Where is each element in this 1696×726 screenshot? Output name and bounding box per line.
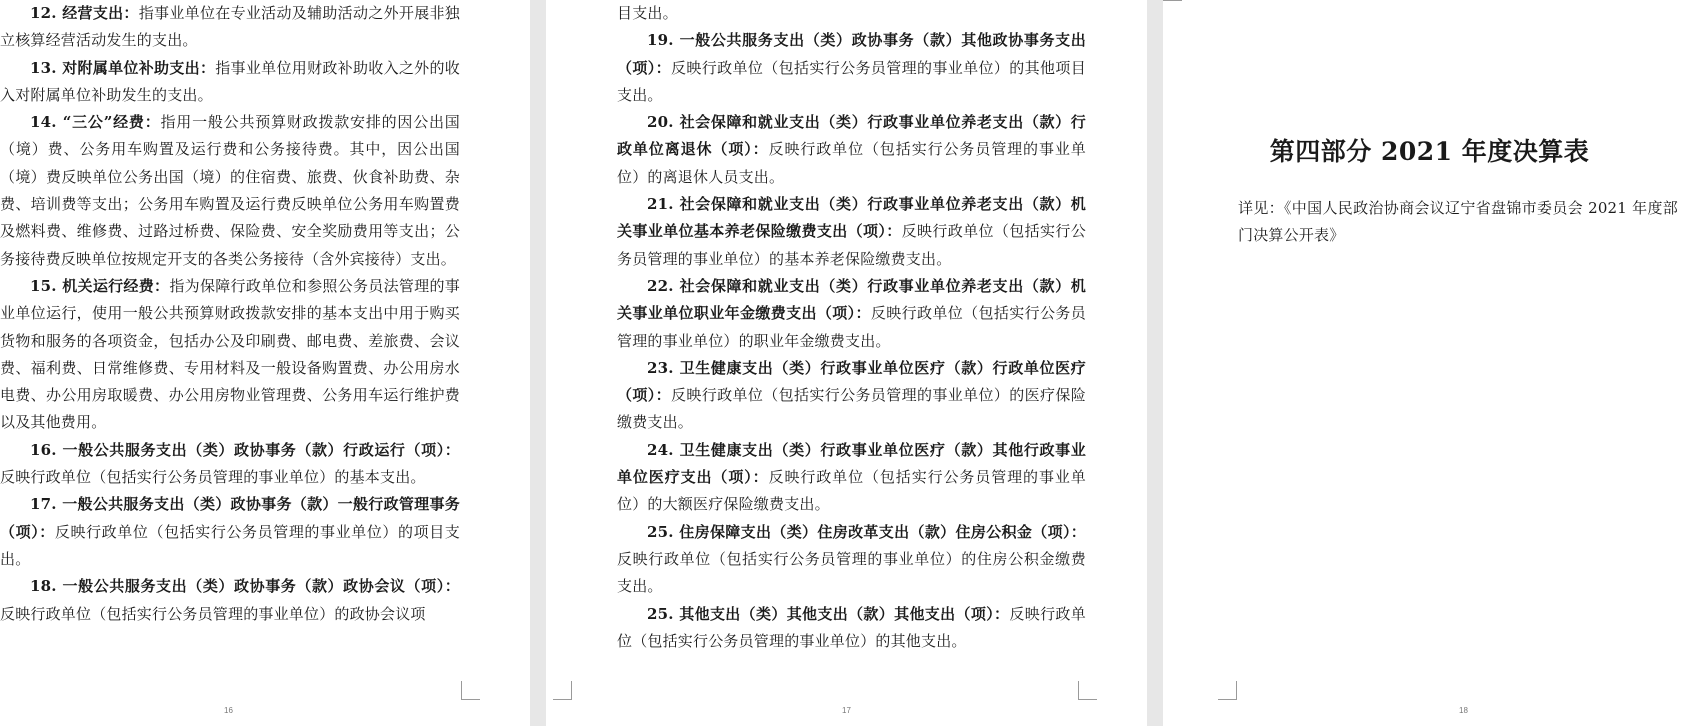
crop-mark	[1218, 681, 1237, 700]
crop-mark	[1163, 0, 1182, 1]
crop-mark	[553, 681, 572, 700]
term-definition: 指事业单位用财政补助收入之外的收入对附属单位补助发生的支出。	[0, 58, 460, 104]
continued-text: 目支出。	[617, 4, 678, 22]
page-number: 16	[224, 706, 233, 715]
section-title: 第四部分 2021 年度决算表	[1269, 137, 1590, 166]
term-definition: 指用一般公共预算财政拨款安排的因公出国（境）费、公务用车购置及运行费和公务接待费。其中，因公出国（境）费反映单位公务出国（境）的住宿费、旅费、伙食补助费、杂费、培训费等支出；公务用车购置及运行费反映单位公务用车购置费及燃料费、维修费、过路过桥费、保险费、安全奖励费用等支出；公务接待费反映单位按规定开支的各类公务接待（含外宾接待）支出。	[0, 113, 460, 268]
paragraph-25-other	[617, 601, 1086, 656]
term-heading: 24. 卫生健康支出（类）行政事业单位医疗（款）其他行政事业单位医疗支出（项）：	[617, 440, 1086, 487]
term-definition: 指事业单位在专业活动及辅助活动之外开展非独立核算经营活动发生的支出。	[0, 4, 461, 50]
paragraph-22	[617, 273, 1086, 355]
paragraph-20	[617, 109, 1086, 191]
paragraph-13	[0, 55, 460, 110]
term-heading: 17. 一般公共服务支出（类）政协事务（款）一般行政管理事务（项）：	[0, 495, 460, 541]
crop-mark	[1078, 681, 1097, 700]
term-definition: 反映行政单位（包括实行公务员管理的事业单位）的项目支出。	[0, 522, 460, 568]
page-16-body	[0, 0, 460, 628]
term-heading: 25. 住房保障支出（类）住房改革支出（款）住房公积金（项）：	[647, 522, 1086, 541]
document-page-18	[1163, 0, 1696, 726]
term-heading: 18. 一般公共服务支出（类）政协事务（款）政协会议（项）：	[30, 577, 460, 596]
term-heading: 15. 机关运行经费：	[30, 276, 170, 295]
page-number: 18	[1459, 706, 1468, 715]
term-definition: 反映行政单位（包括实行公务员管理的事业单位）的大额医疗保险缴费支出。	[617, 468, 1086, 514]
paragraph-15	[0, 273, 460, 437]
page-17-body	[617, 0, 1086, 655]
document-page-17	[546, 0, 1147, 726]
paragraph-19	[617, 27, 1086, 109]
term-heading: 14. “三公”经费：	[30, 113, 161, 132]
term-definition: 指为保障行政单位和参照公务员法管理的事业单位运行，使用一般公共预算财政拨款安排的基本支出中用于购买货物和服务的各项资金，包括办公及印刷费、邮电费、差旅费、会议费、福利费、日常维修费、专用材料及一般设备购置费、办公用房水电费、办公用房取暖费、办公用房物业管理费、公务用车运行维护费以及其他费用。	[0, 276, 460, 432]
term-definition: 反映行政单位（包括实行公务员管理的事业单位）的其他支出。	[617, 604, 1086, 650]
term-heading: 21. 社会保障和就业支出（类）行政事业单位养老支出（款）机关事业单位基本养老保险缴费支出（项）：	[617, 195, 1086, 241]
term-definition: 反映行政单位（包括实行公务员管理的事业单位）的住房公积金缴费支出。	[617, 549, 1086, 596]
term-heading: 13. 对附属单位补助支出：	[30, 58, 216, 77]
term-heading: 19. 一般公共服务支出（类）政协事务（款）其他政协事务支出（项）：	[617, 31, 1086, 77]
term-definition: 反映行政单位（包括实行公务员管理的事业单位）的其他项目支出。	[617, 58, 1086, 104]
document-page-16	[0, 0, 530, 726]
detail-reference: 详见：《中国人民政治协商会议辽宁省盘锦市委员会 2021 年度部门决算公开表》	[1238, 199, 1678, 244]
term-heading: 22. 社会保障和就业支出（类）行政事业单位养老支出（款）机关事业单位职业年金缴费支出（项）：	[617, 276, 1086, 323]
paragraph-14	[0, 109, 460, 273]
page-number: 17	[842, 706, 851, 715]
term-heading: 25. 其他支出（类）其他支出（款）其他支出（项）：	[647, 604, 1010, 623]
paragraph-12	[0, 0, 460, 55]
term-definition: 反映行政单位（包括实行公务员管理的事业单位）的职业年金缴费支出。	[617, 304, 1086, 350]
paragraph-24	[617, 437, 1086, 519]
term-definition: 反映行政单位（包括实行公务员管理的事业单位）的基本养老保险缴费支出。	[617, 222, 1086, 268]
term-heading: 12. 经营支出：	[30, 4, 139, 22]
paragraph-25-housing	[617, 519, 1086, 601]
term-definition: 反映行政单位（包括实行公务员管理的事业单位）的医疗保险缴费支出。	[617, 386, 1086, 432]
paragraph-17	[0, 491, 460, 573]
paragraph-16	[0, 437, 460, 492]
paragraph-21	[617, 191, 1086, 273]
term-heading: 23. 卫生健康支出（类）行政事业单位医疗（款）行政单位医疗（项）：	[617, 358, 1086, 405]
paragraph-23	[617, 355, 1086, 437]
paragraph-18	[0, 573, 460, 628]
term-heading: 20. 社会保障和就业支出（类）行政事业单位养老支出（款）行政单位离退休（项）：	[617, 113, 1086, 159]
term-definition: 反映行政单位（包括实行公务员管理的事业单位）的基本支出。	[0, 468, 426, 487]
term-heading: 16. 一般公共服务支出（类）政协事务（款）行政运行（项）：	[30, 440, 460, 459]
term-definition: 反映行政单位（包括实行公务员管理的事业单位）的政协会议项	[0, 604, 426, 623]
crop-mark	[461, 681, 480, 700]
term-definition: 反映行政单位（包括实行公务员管理的事业单位）的离退休人员支出。	[617, 140, 1086, 186]
